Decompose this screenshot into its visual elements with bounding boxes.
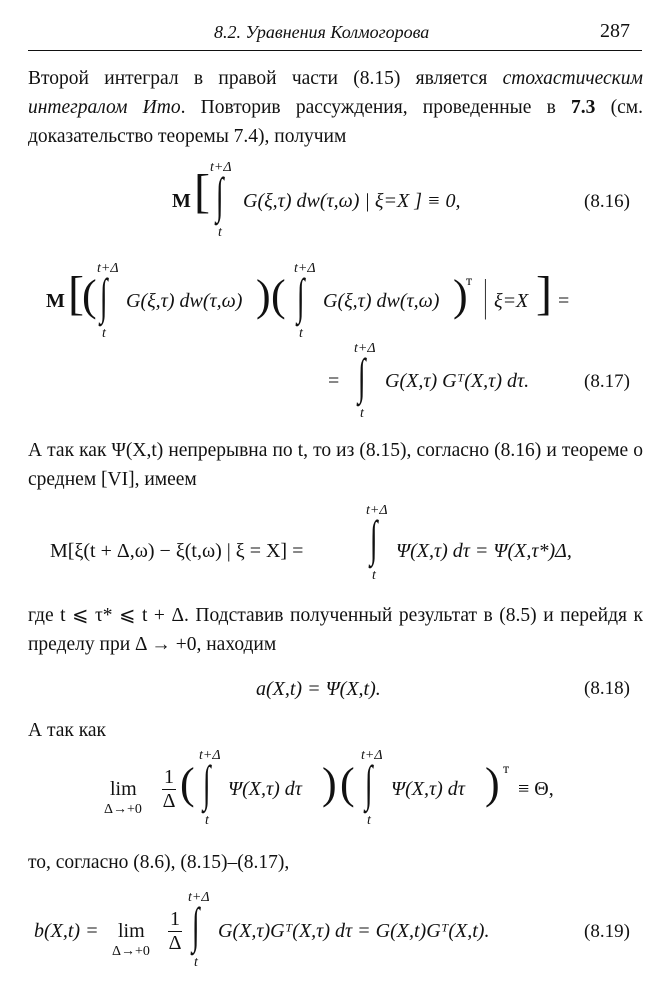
integral-sign: ∫ [203, 755, 211, 811]
integrand: G(ξ,τ) dw(τ,ω) [323, 290, 440, 312]
eq-8-18-label: (8.18) [584, 678, 630, 699]
text: (см. доказательство теоремы 7.4), получим [28, 97, 643, 147]
eq-8-19-right: G(X,τ)Gᵀ(X,τ) dτ = G(X,t)Gᵀ(X,t). [218, 920, 490, 942]
integral-sign: ∫ [370, 510, 378, 566]
paragraph-since: А так как [28, 720, 107, 741]
upper-limit: t+Δ [97, 261, 119, 276]
equals: = [558, 290, 570, 312]
running-head: 8.2. Уравнения Колмогорова [214, 22, 430, 42]
paren-right: ) [485, 759, 500, 808]
eq-8-19-label: (8.19) [584, 921, 630, 942]
paren-left: ( [82, 271, 97, 320]
bracket-left: [ [68, 267, 84, 320]
integral-sign: ∫ [216, 167, 224, 223]
upper-limit: t+Δ [188, 890, 210, 905]
lower-limit: t [218, 225, 222, 240]
bracket-left: [ [194, 165, 210, 218]
eq-8-17-integrand: G(X,τ) Gᵀ(X,τ) dτ. [385, 370, 530, 392]
fraction-one-over-delta: 1 Δ [162, 766, 176, 812]
paragraph-continuity: А так как Ψ(X,t) непрерывна по t, то из (8.15), согласно (8.16) и теореме о среднем [VI], имеем [28, 440, 643, 490]
page-number: 287 [600, 20, 630, 42]
integrand: Ψ(X,τ) dτ [228, 778, 302, 800]
eq-mean-left: M[ξ(t + Δ,ω) − ξ(t,ω) | ξ = X] = [50, 540, 304, 562]
bold-ref: 7.3 [571, 97, 596, 118]
eq-8-17-label: (8.17) [584, 371, 630, 392]
transpose-mark: т [466, 274, 473, 289]
integrand: Ψ(X,τ) dτ [391, 778, 465, 800]
fraction-one-over-delta: 1 Δ [168, 908, 182, 954]
bar: | [483, 271, 488, 320]
paren-left: ( [271, 271, 286, 320]
condition: ξ=X [494, 290, 529, 312]
bracket-right: ] [536, 267, 552, 320]
expectation-operator: M [46, 290, 65, 312]
eq-8-19-left: b(X,t) = [34, 920, 99, 942]
integral-sign: ∫ [192, 897, 200, 953]
integrand: G(ξ,τ) dw(τ,ω) [126, 290, 243, 312]
upper-limit: t+Δ [294, 261, 316, 276]
lim-subscript: Δ→+0 [104, 802, 142, 817]
eq-8-16-label: (8.16) [584, 191, 630, 212]
paren-left: ( [340, 759, 355, 808]
paren-right: ) [256, 271, 271, 320]
text: Второй интеграл в правой части (8.15) является [28, 68, 503, 89]
paren-right: ) [453, 271, 468, 320]
paragraph-limit: где t ⩽ τ* ⩽ t + Δ. Подставив полученный результат в (8.5) и перейдя к пределу при Δ → +0, находим [28, 605, 643, 655]
integral-sign: ∫ [100, 268, 108, 324]
lim-operator: lim [110, 778, 137, 800]
integral-sign: ∫ [297, 268, 305, 324]
lower-limit: t [367, 813, 371, 828]
paren-left: ( [180, 759, 195, 808]
expectation-operator: M [172, 190, 191, 212]
text: . Повторив рассуждения, проведенные в [180, 97, 572, 118]
lim-operator: lim [118, 920, 145, 942]
eq-mean-right: Ψ(X,τ) dτ = Ψ(X,τ*)Δ, [396, 540, 572, 562]
upper-limit: t+Δ [210, 160, 232, 175]
paragraph-according: то, согласно (8.6), (8.15)–(8.17), [28, 852, 290, 873]
transpose-mark: т [503, 762, 510, 777]
upper-limit: t+Δ [366, 503, 388, 518]
lim-subscript: Δ→+0 [112, 944, 150, 959]
upper-limit: t+Δ [354, 341, 376, 356]
integral-sign: ∫ [365, 755, 373, 811]
lower-limit: t [360, 406, 364, 421]
eq-8-18-body: a(X,t) = Ψ(X,t). [256, 678, 381, 700]
eq-lim-right: ≡ Θ, [518, 778, 554, 800]
eq-8-16-body: G(ξ,τ) dw(τ,ω) | ξ=X ] ≡ 0, [243, 190, 461, 212]
lower-limit: t [372, 568, 376, 583]
lower-limit: t [194, 955, 198, 970]
lower-limit: t [102, 326, 106, 341]
lower-limit: t [299, 326, 303, 341]
integral-sign: ∫ [358, 348, 366, 404]
italic-term: стохастическим интегралом Ито [28, 68, 643, 118]
header-rule [28, 50, 642, 51]
equals: = [328, 370, 340, 392]
paragraph-intro [28, 64, 643, 151]
lower-limit: t [205, 813, 209, 828]
upper-limit: t+Δ [199, 748, 221, 763]
upper-limit: t+Δ [361, 748, 383, 763]
paren-right: ) [322, 759, 337, 808]
